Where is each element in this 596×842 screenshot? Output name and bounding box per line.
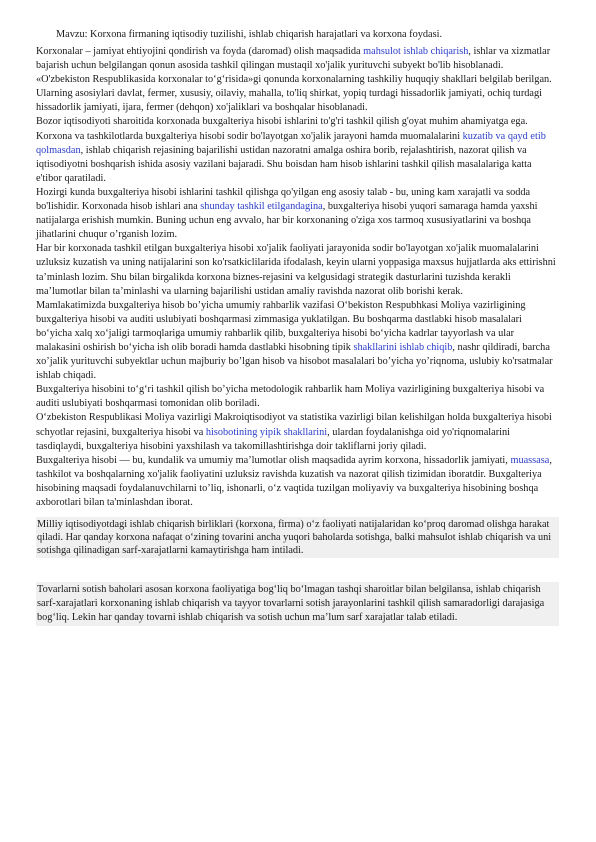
- highlighted-paragraph-1: Milliy iqtisodiyotdagi ishlab chiqarish birliklari (korxona, firma) o‘z faoliyati natijalaridan ko‘proq daromad olishga harakat qiladi. Har qanday korxona nafaqat o‘zining tovarini ancha yuqori baholarda sotishga, balki mahsulot ishlab chiqarish va uni sotishga qilinadigan sarf-xarajatlarni kamaytirishga ham intiladi.: [36, 517, 559, 558]
- document-title: Mavzu: Korxona firmaning iqtisodiy tuzilishi, ishlab chiqarish harajatlari va korxona foydasi.: [56, 29, 443, 40]
- paragraph-4: [36, 242, 559, 298]
- paragraph-7: [36, 411, 559, 453]
- text-run: , ishlab chiqarish rejasining bajarilishi ustidan nazoratni amalga oshira borib, rejalashtirish, nazorat qilish va iqtisodiyotni boshqarish ishida asosiy vazilani bajaradi. Shu boisdan ham hisob ishlarini tashkil qilish masalalariga katta e'tibor qaratiladi.: [36, 144, 532, 184]
- inline-link[interactable]: shunday tashkil etilgandagina: [200, 201, 323, 213]
- text-run: , nashr qildiradi, barcha xo’jalik yurituvchi subyektlar uchun majburiy bo’lgan hisob va hisobot masalalari bo’yicha yo’riqnoma, uslubiy ko'rsatmalar ishlab chiqadi.: [36, 341, 553, 382]
- paragraph-8: [36, 454, 559, 510]
- paragraph-5: [36, 299, 559, 384]
- inline-link[interactable]: mahsulot ishlab chiqarish: [363, 46, 469, 57]
- text-run: Korxonalar – jamiyat ehtiyojini qondirish va foyda (daromad) olish maqsadida: [36, 46, 364, 57]
- text-run: , ulardan foydalanishga oid yo'riqnomalarini tasdiqlaydi, buxgalteriya hisobini yaxshilash va takomillashtirishga doir takliflarni joriy qiladi.: [36, 426, 511, 452]
- inline-link[interactable]: kuzatib va qayd etib qolmasdan: [36, 130, 546, 156]
- highlighted-paragraph-2: Tovarlarni sotish baholari asosan korxona faoliyatiga bog‘liq bo‘lmagan tashqi sharoitlar bilan belgilansa, ishlab chiqarish sarf-xarajatlari korxonaning ishlab chiqarish va tayyor tovarlarni sotish jarayonlarini tashkil qilish samaradorligi darajasiga bog‘liq. Lekin har qanday tovarni ishlab chiqarish va sotish uchun ma’lum sarf xarajatlar talab etiladi.: [36, 582, 559, 626]
- paragraph-6: [36, 383, 559, 411]
- text-run: Buxgalteriya hisobi — bu, kundalik va umumiy ma’lumotlar olish maqsadida ayrim korxona, hissadorlik jamiyati,: [36, 454, 511, 466]
- inline-link[interactable]: muassasa: [510, 454, 550, 466]
- text-run: Mamlakatimizda buxgalteriya hisob bo’yicha umumiy rahbarlik vazifasi O‘bekiston Respubhkasi Moliya vazirligining buxgalteriya hisobi va auditi uslubiyati boshqarmasi zimmasiga yuklatilgan. Bu boshqarma dastlabki hisob masalalari bo‘yicha xalq xo‘jaligi tarmoqlariga umumiy rahbarlik qilib, buxgalteriya hisobi bo‘yicha kadrlar tayyorlash va ular malakasini oshirish bo‘yicha ish olib boradi hamda dastlabki hisobning tipik: [36, 299, 526, 353]
- inline-link[interactable]: shakllarini ishlab chiqib: [353, 341, 453, 353]
- text-run: Buxgalteriya hisobini to‘g‘ri tashkil qilish bo’yicha metodologik rahbarlik ham Moliya vazirligining buxgalteriya hisobi va auditi uslubiyati boshqarmasi tomonidan olib boriladi.: [36, 384, 545, 410]
- body-text: [36, 45, 559, 510]
- text-run: , tashkilot va boshqalarning xo'jalik faoliyatini uzluksiz ravishda kuzatish va nazorat qilish tizimidan iboratdir. Buxgalteriya hisobining maqsadi foydalanuvchilarni to’liq, ishonarli, o‘z vaqtida tuzilgan moliyaviy va buxgalteriya hisobining boshqa axborotlari bilan ta'minlashdan iborat.: [36, 454, 552, 508]
- text-run: O‘zbekiston Respublikasi Moliya vazirligi Makroiqtisodiyot va statistika vazirligi bilan kelishilgan holda buxgalteriya hisobi schyotlar rejasini, buxgalteriya hisobi va: [36, 412, 552, 438]
- text-run: , ishlar va xizmatlar bajarish uchun belgilangan qonun asosida tashkil qilingan mustaqil xo'jalik yurituvchi subyekt bo'lib hisoblanadi. «O'zbekiston Respublikasida korxonalar to‘g‘risida»gi qonunda korxonalarning tashkiliy huquqiy shakllari belgilab berilgan. Ularning asosiylari davlat, fermer, xususiy, oilaviy, mahalla, to'liq shirkat, yopiq turdagi hissadorlik jamiyati, ochiq turdagi hissadorlik jamiyati, ijara, fermer (dehqon) xo'jaliklari va boshqalar hisoblanadi.: [36, 46, 552, 114]
- paragraph-2: [36, 115, 559, 185]
- paragraph-1: [36, 45, 559, 115]
- text-run: Hozirgi kunda buxgalteriya hisobi ishlarini tashkil qilishga qo'yilgan eng asosiy talab - bu, uning kam xarajatli va sodda bo'lishidir. Korxonada hisob ishlari ana: [36, 186, 531, 213]
- text-run: , buxgalteriya hisobi yuqori samaraga hamda yaxshi natijalarga erishish mumkin. Buning uchun eng avvalo, har bir korxonaning o'ziga xos tarmoq xususiyatlarini va boshqa jihatlarini chuqur o’rganish lozim.: [36, 201, 538, 241]
- text-run: Har bir korxonada tashkil etilgan buxgalteriya hisobi xo'jalik faoliyati jarayonida sodir bo'layotgan xo'jalik muomalalarini uzluksiz kuzatish va uning natijalarini son ko'rsatkiclilarida ifodalash, keyin ularni yoppasiga maxsus hujjatlarda aks ettirishni ta’minlash lozim. Shu bilan birgalikda korxona biznes-rejasini va kelgusidagi strategik dasturlarini tuzishda kerakli ma’lumotlar bilan ta’minlashi va ularning bajarilishi ustidan amaliy ravishda nazorat olib borishi kerak.: [36, 243, 556, 297]
- document-page: [36, 28, 559, 626]
- spacer: [36, 558, 559, 582]
- text-run: Bozor iqtisodiyoti sharoitida korxonada buxgalteriya hisobi ishlarini to'g'ri tashkil qilish g'oyat muhim ahamiyatga ega. Korxona va tashkilotlarda buxgalteriya hisobi sodir bo'layotgan xo'jalik jarayoni hamda muomalalarini: [36, 116, 528, 142]
- paragraph-3: [36, 186, 559, 242]
- inline-link[interactable]: hisobotining yipik shakllarini: [205, 426, 328, 438]
